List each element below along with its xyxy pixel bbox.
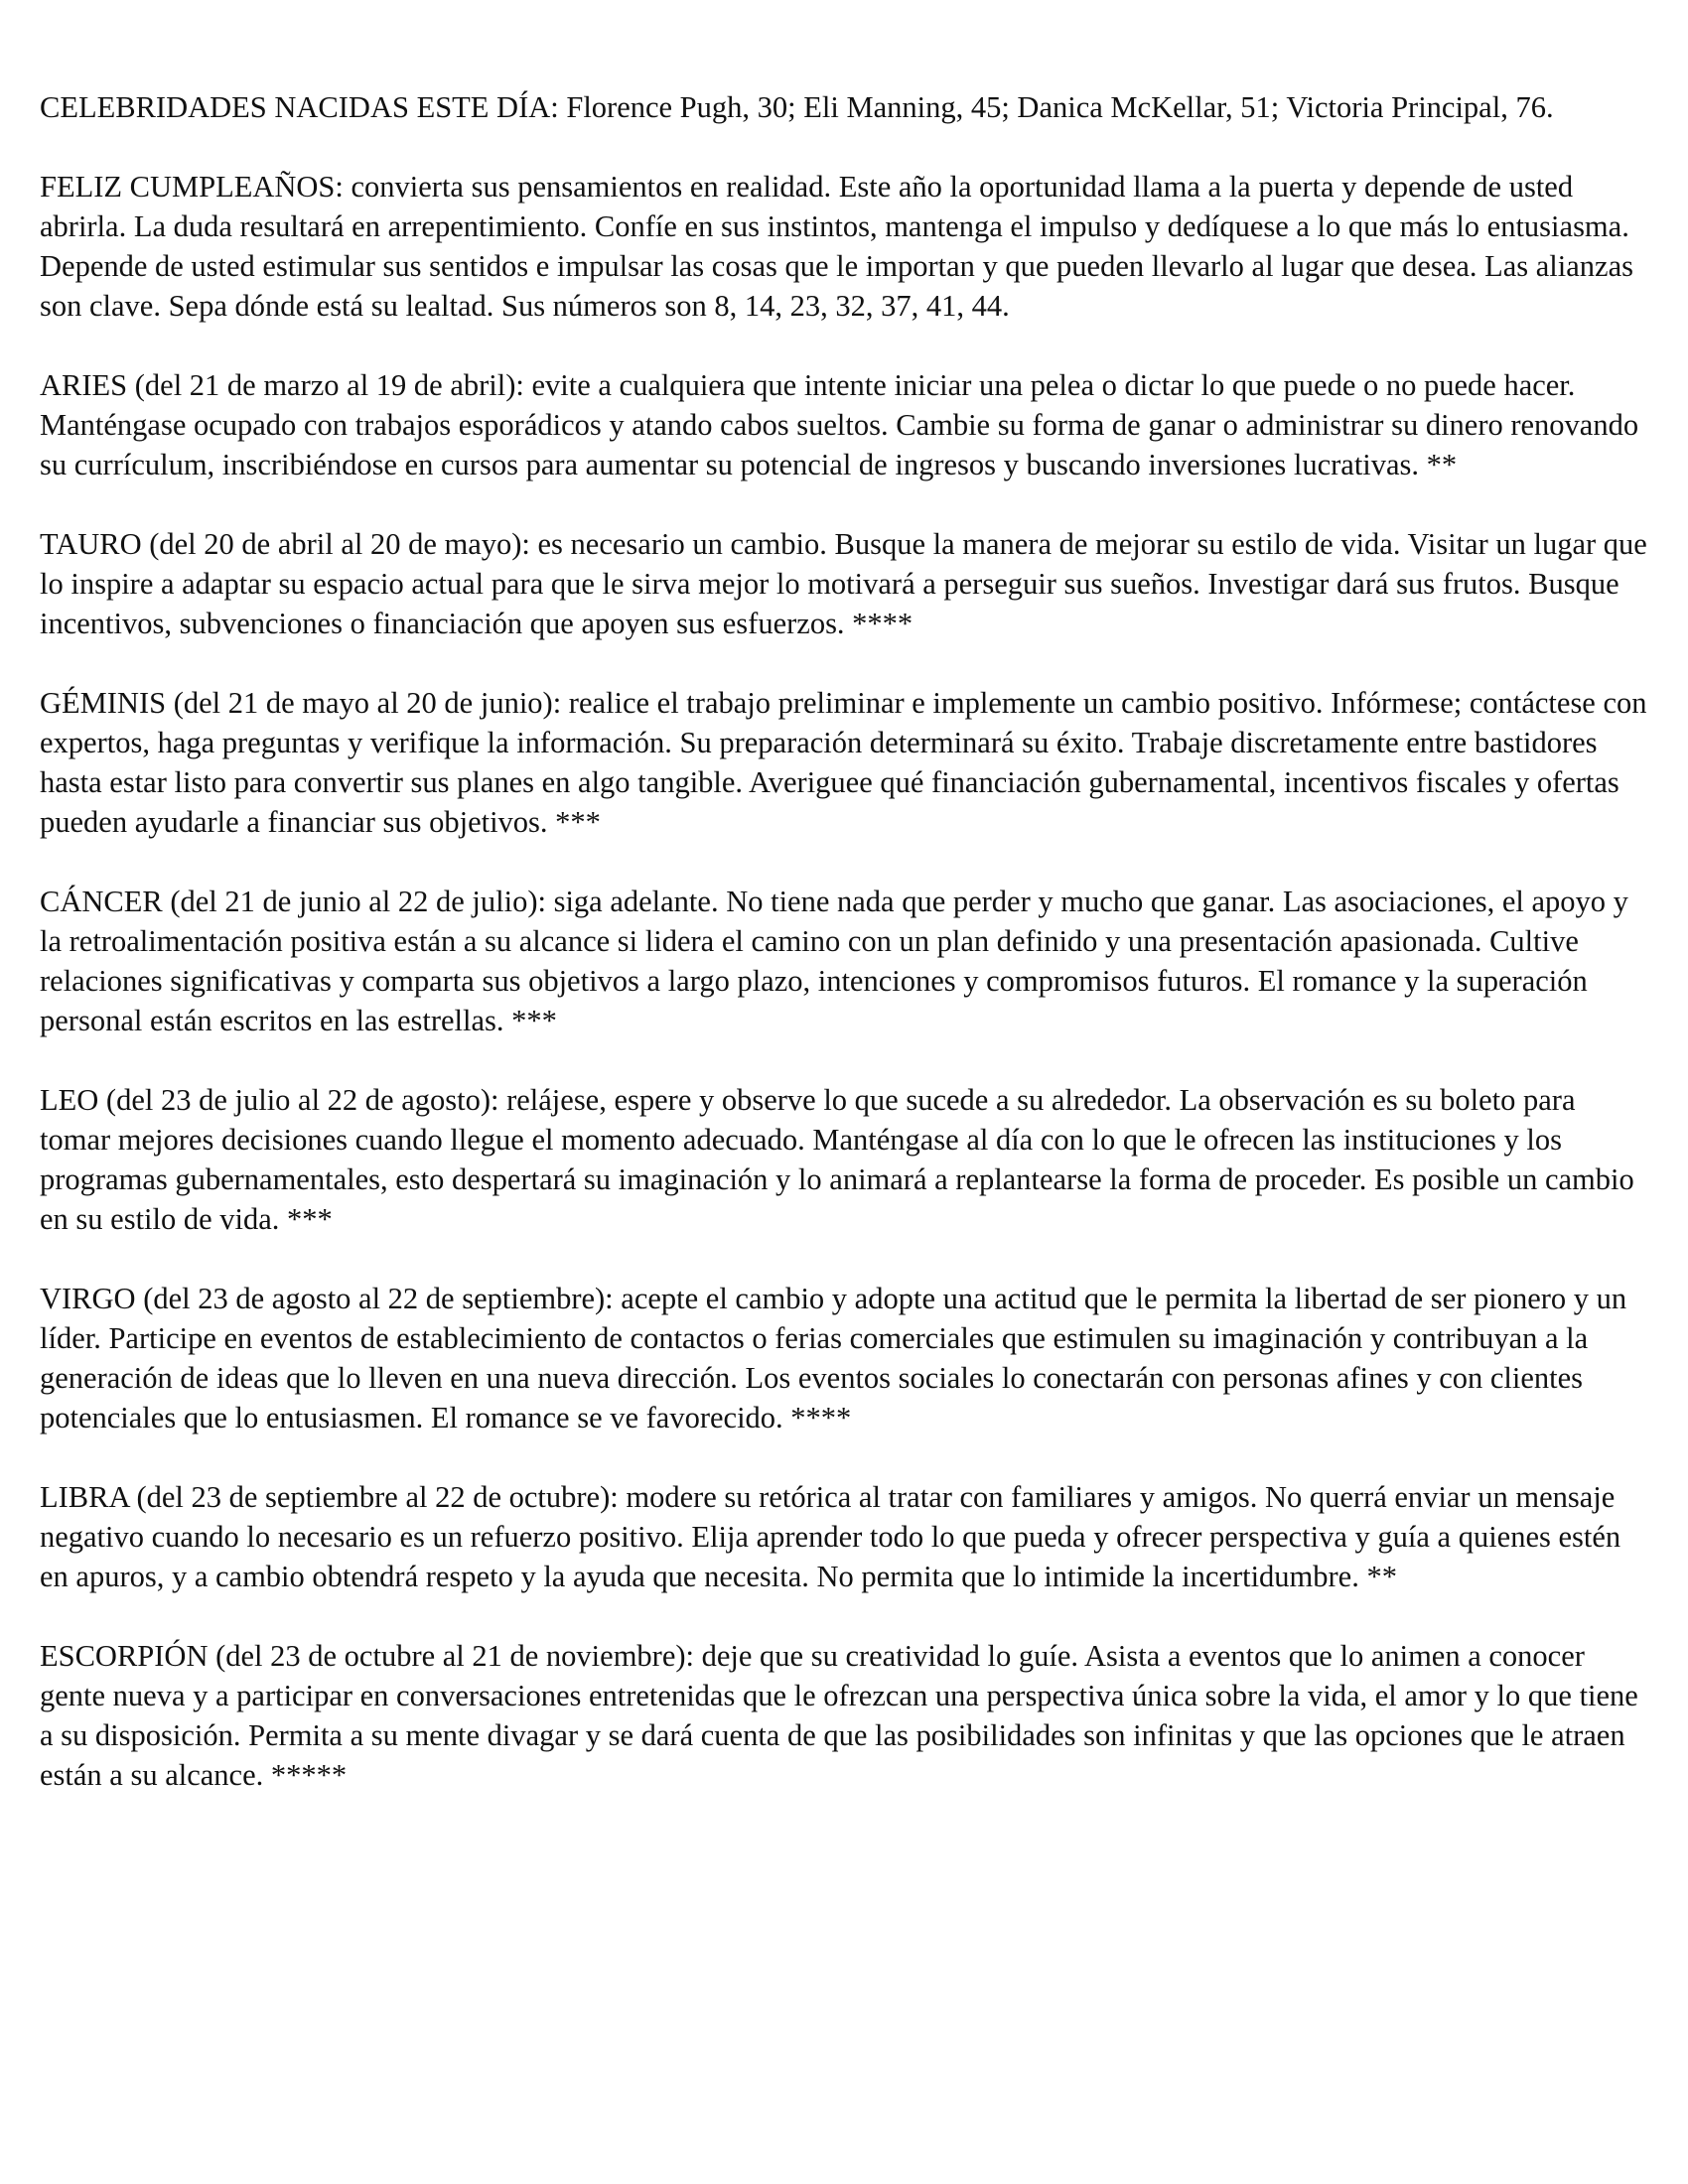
celebrities-paragraph: CELEBRIDADES NACIDAS ESTE DÍA: Florence Pugh, 30; Eli Manning, 45; Danica McKellar, 51; Victoria Principal, 76.	[40, 90, 1554, 124]
horoscope-page	[40, 87, 1648, 1835]
aries-paragraph: ARIES (del 21 de marzo al 19 de abril): evite a cualquiera que intente iniciar una pelea o dictar lo que puede o no puede hacer. Manténgase ocupado con trabajos esporádicos y atando cabos sueltos. Cambie su forma de ganar o administrar su dinero renovando su currículum, inscribiéndose en cursos para aumentar su potencial de ingresos y buscando inversiones lucrativas. **	[40, 368, 1639, 481]
cancer-paragraph: CÁNCER (del 21 de junio al 22 de julio): siga adelante. No tiene nada que perder y mucho que ganar. Las asociaciones, el apoyo y la retroalimentación positiva están a su alcance si lidera el camino con un plan definido y una presentación apasionada. Cultive relaciones significativas y comparta sus objetivos a largo plazo, intenciones y compromisos futuros. El romance y la superación personal están escritos en las estrellas. ***	[40, 885, 1628, 1037]
virgo-paragraph: VIRGO (del 23 de agosto al 22 de septiembre): acepte el cambio y adopte una actitud que le permita la libertad de ser pionero y un líder. Participe en eventos de establecimiento de contactos o ferias comerciales que estimulen su imaginación y contribuyan a la generación de ideas que lo lleven en una nueva dirección. Los eventos sociales lo conectarán con personas afines y con clientes potenciales que lo entusiasmen. El romance se ve favorecido. ****	[40, 1282, 1627, 1434]
libra-paragraph: LIBRA (del 23 de septiembre al 22 de octubre): modere su retórica al tratar con familiares y amigos. No querrá enviar un mensaje negativo cuando lo necesario es un refuerzo positivo. Elija aprender todo lo que pueda y ofrecer perspectiva y guía a quienes estén en apuros, y a cambio obtendrá respeto y la ayuda que necesita. No permita que lo intimide la incertidumbre. **	[40, 1480, 1621, 1593]
birthday-paragraph: FELIZ CUMPLEAÑOS: convierta sus pensamientos en realidad. Este año la oportunidad llama a la puerta y depende de usted abrirla. La duda resultará en arrepentimiento. Confíe en sus instintos, mantenga el impulso y dedíquese a lo que más lo entusiasma. Depende de usted estimular sus sentidos e impulsar las cosas que le importan y que pueden llevarlo al lugar que desea. Las alianzas son clave. Sepa dónde está su lealtad. Sus números son 8, 14, 23, 32, 37, 41, 44.	[40, 170, 1633, 323]
taurus-paragraph: TAURO (del 20 de abril al 20 de mayo): es necesario un cambio. Busque la manera de mejorar su estilo de vida. Visitar un lugar que lo inspire a adaptar su espacio actual para que le sirva mejor lo motivará a perseguir sus sueños. Investigar dará sus frutos. Busque incentivos, subvenciones o financiación que apoyen sus esfuerzos. ****	[40, 527, 1647, 640]
leo-paragraph: LEO (del 23 de julio al 22 de agosto): relájese, espere y observe lo que sucede a su alrededor. La observación es su boleto para tomar mejores decisiones cuando llegue el momento adecuado. Manténgase al día con lo que le ofrecen las instituciones y los programas gubernamentales, esto despertará su imaginación y lo animará a replantearse la forma de proceder. Es posible un cambio en su estilo de vida. ***	[40, 1083, 1634, 1236]
scorpio-paragraph: ESCORPIÓN (del 23 de octubre al 21 de noviembre): deje que su creatividad lo guíe. Asista a eventos que lo animen a conocer gente nueva y a participar en conversaciones entretenidas que le ofrezcan una perspectiva única sobre la vida, el amor y lo que tiene a su disposición. Permita a su mente divagar y se dará cuenta de que las posibilidades son infinitas y que las opciones que le atraen están a su alcance. *****	[40, 1639, 1638, 1792]
gemini-paragraph: GÉMINIS (del 21 de mayo al 20 de junio): realice el trabajo preliminar e implemente un cambio positivo. Infórmese; contáctese con expertos, haga preguntas y verifique la información. Su preparación determinará su éxito. Trabaje discretamente entre bastidores hasta estar listo para convertir sus planes en algo tangible. Averiguee qué financiación gubernamental, incentivos fiscales y ofertas pueden ayudarle a financiar sus objetivos. ***	[40, 686, 1647, 839]
